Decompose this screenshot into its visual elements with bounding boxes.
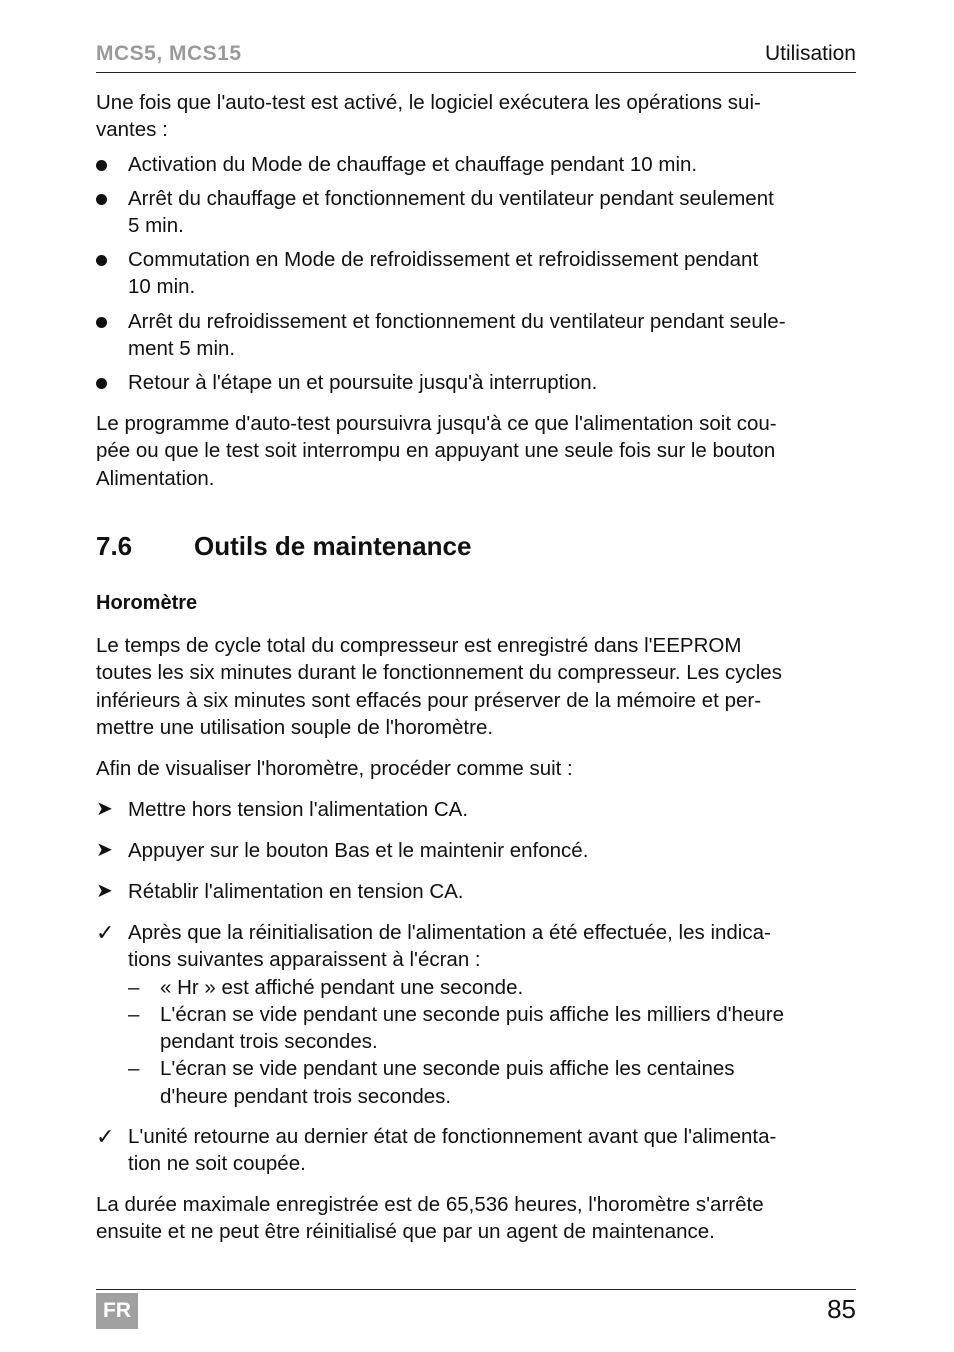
language-badge: FR <box>96 1293 138 1329</box>
text-line: Arrêt du chauffage et fonctionnement du ventilateur pendant seulement <box>128 187 774 210</box>
section-heading <box>96 531 471 562</box>
text-line: Le programme d'auto-test poursuivra jusqu'à ce que l'alimentation soit cou- <box>96 412 777 435</box>
text-line: « Hr » est affiché pendant une seconde. <box>160 975 524 999</box>
footer-rule <box>96 1289 856 1290</box>
text-line: Une fois que l'auto-test est activé, le logiciel exécutera les opérations sui- <box>96 91 761 114</box>
text-line: L'unité retourne au dernier état de fonctionnement avant que l'alimenta- <box>128 1125 777 1148</box>
text-line: Alimentation. <box>96 466 215 490</box>
final-paragraph <box>96 1191 856 1246</box>
page-header <box>96 42 856 68</box>
section-number: 7.6 <box>96 531 133 561</box>
subsection-heading: Horomètre <box>96 592 198 614</box>
text-line: Arrêt du refroidissement et fonctionnement du ventilateur pendant seule- <box>128 310 786 333</box>
text-line: Après que la réinitialisation de l'alimentation a été effectuée, les indica- <box>128 921 771 944</box>
step-item <box>96 837 856 864</box>
dash-icon: – <box>128 1057 140 1081</box>
autotest-paragraph <box>96 410 856 492</box>
text-line: Le temps de cycle total du compresseur est enregistré dans l'EEPROM <box>96 634 742 657</box>
text-line: La durée maximale enregistrée est de 65,536 heures, l'horomètre s'arrête <box>96 1193 764 1216</box>
list-item <box>96 246 856 301</box>
checkmark-icon: ✓ <box>96 1124 115 1149</box>
checkmark-icon: ✓ <box>96 920 115 945</box>
text-line: Commutation en Mode de refroidissement et refroidissement pendant <box>128 248 759 271</box>
text-line: 5 min. <box>128 214 184 238</box>
horometre-paragraph <box>96 632 856 741</box>
bullet-icon <box>96 151 120 178</box>
text-line: pée ou que le test soit interrompu en appuyant une seule fois sur le bouton <box>96 439 776 463</box>
sub-list-item <box>128 1001 856 1056</box>
text-line: L'écran se vide pendant une seconde puis affiche les centaines <box>160 1057 735 1081</box>
step-text: Rétablir l'alimentation en tension CA. <box>128 880 464 903</box>
text-line: 10 min. <box>128 275 196 299</box>
text-line: toutes les six minutes durant le fonctionnement du compresseur. Les cycles <box>96 661 782 685</box>
text-line: Retour à l'étape un et poursuite jusqu'à interruption. <box>128 371 598 394</box>
text-line: vantes : <box>96 118 168 142</box>
list-item <box>96 369 856 396</box>
arrow-right-icon: ➤ <box>96 880 113 902</box>
intro-paragraph <box>96 89 856 144</box>
step-item <box>96 878 856 905</box>
header-rule <box>96 72 856 73</box>
sub-list-item <box>128 974 856 1001</box>
result-item <box>96 1123 856 1178</box>
list-item <box>96 151 856 178</box>
step-text: Appuyer sur le bouton Bas et le maintenir enfoncé. <box>128 839 589 862</box>
product-name: MCS5, MCS15 <box>96 42 242 65</box>
text-line: L'écran se vide pendant une seconde puis affiche les milliers d'heure <box>160 1002 784 1026</box>
chapter-name: Utilisation <box>764 42 856 65</box>
bullet-icon <box>96 369 120 396</box>
step-item <box>96 796 856 823</box>
sub-list-item <box>128 1055 856 1110</box>
bullet-icon <box>96 308 120 335</box>
dash-icon: – <box>128 975 140 999</box>
text-line: inférieurs à six minutes sont effacés pour préserver de la mémoire et per- <box>96 688 762 712</box>
result-item <box>96 919 856 1110</box>
arrow-right-icon: ➤ <box>96 798 113 820</box>
step-text: Mettre hors tension l'alimentation CA. <box>128 798 469 821</box>
dash-icon: – <box>128 1002 140 1026</box>
text-line: tions suivantes apparaissent à l'écran : <box>128 948 481 972</box>
text-line: ment 5 min. <box>128 337 236 361</box>
text-line: mettre une utilisation souple de l'horomètre. <box>96 715 494 739</box>
text-line: Activation du Mode de chauffage et chauffage pendant 10 min. <box>128 153 698 176</box>
bullet-icon <box>96 185 120 212</box>
procedure-intro: Afin de visualiser l'horomètre, procéder comme suit : <box>96 757 573 780</box>
text-line: pendant trois secondes. <box>160 1030 378 1054</box>
text-line: tion ne soit coupée. <box>128 1152 306 1176</box>
list-item <box>96 185 856 240</box>
arrow-right-icon: ➤ <box>96 839 113 861</box>
bullet-icon <box>96 246 120 273</box>
text-line: ensuite et ne peut être réinitialisé que par un agent de maintenance. <box>96 1220 715 1244</box>
list-item <box>96 308 856 363</box>
section-title: Outils de maintenance <box>194 531 472 561</box>
page-number: 85 <box>827 1294 856 1324</box>
text-line: d'heure pendant trois secondes. <box>160 1084 452 1108</box>
